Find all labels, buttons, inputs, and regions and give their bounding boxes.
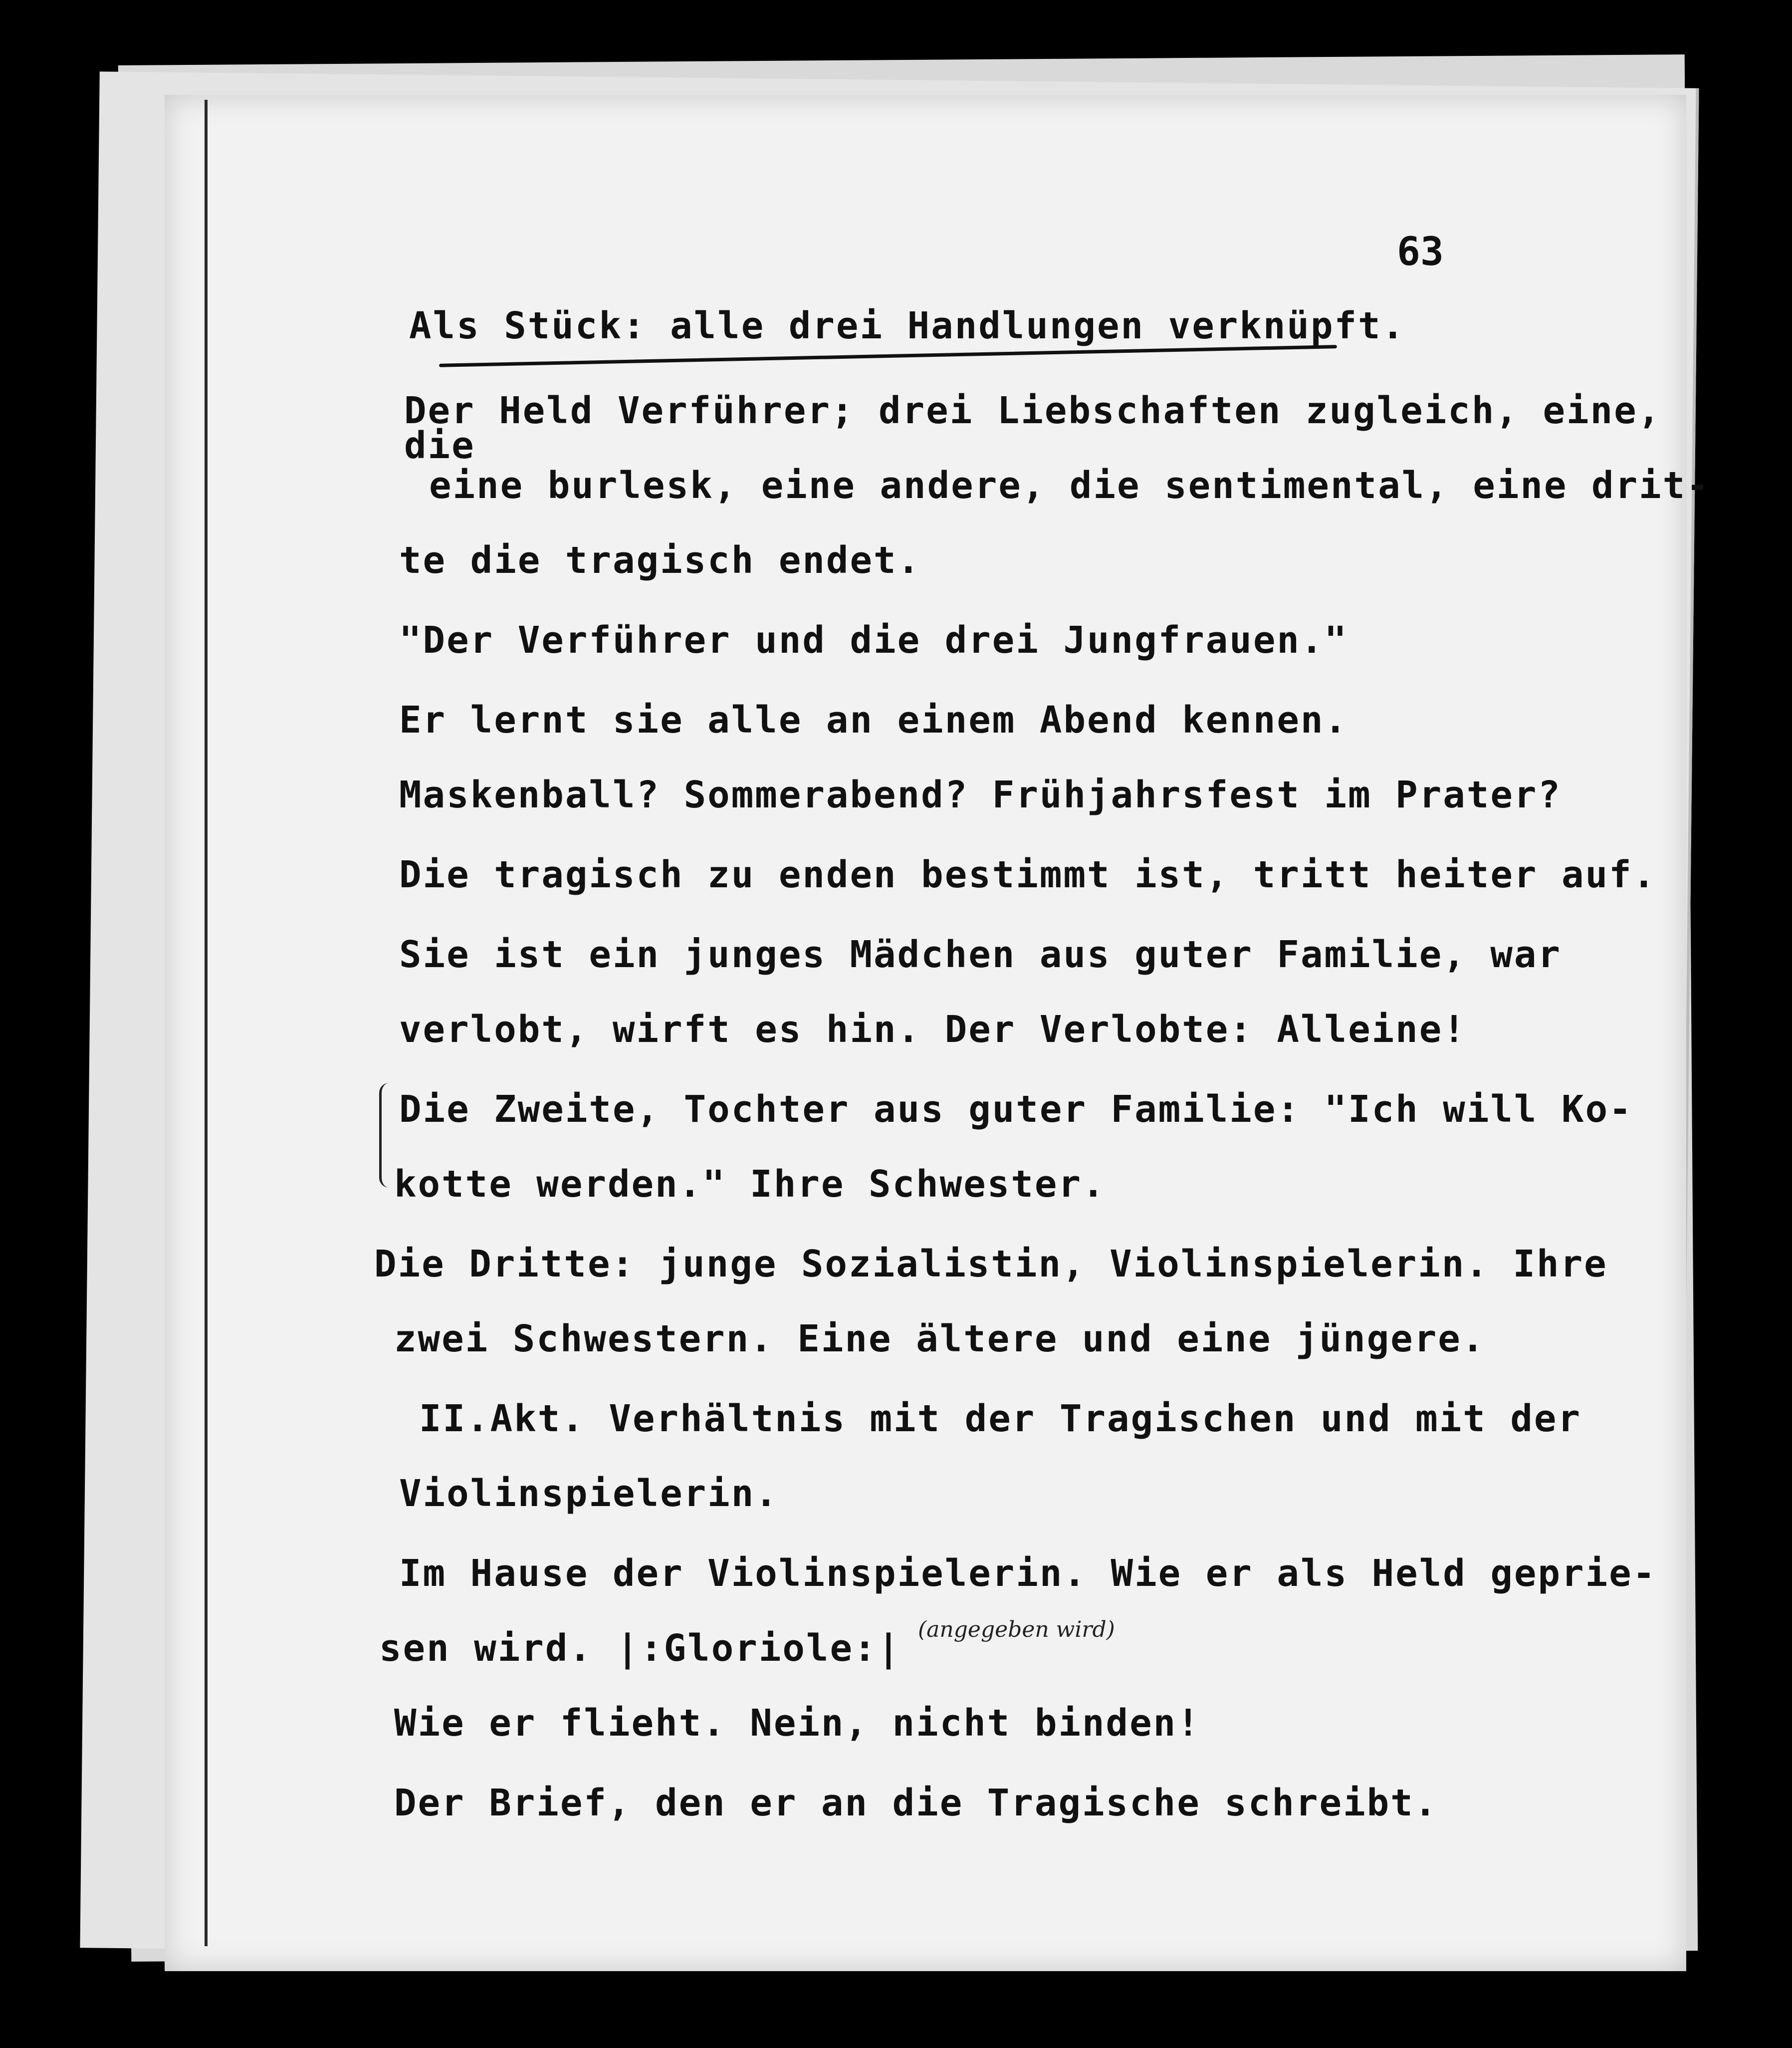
- text-line: Violinspielerin.: [399, 1472, 779, 1515]
- text-line: Die Zweite, Tochter aus guter Familie: "Ich will Ko-: [399, 1088, 1633, 1131]
- text-line: Als Stück: alle drei Handlungen verknüpft.: [409, 304, 1406, 347]
- text-line: zwei Schwestern. Eine ältere und eine jüngere.: [394, 1317, 1486, 1360]
- text-line: II.Akt. Verhältnis mit der Tragischen und mit der: [419, 1397, 1582, 1440]
- page-edge-line: [205, 100, 208, 1946]
- text-line: Die tragisch zu enden bestimmt ist, tritt heiter auf.: [399, 853, 1657, 896]
- handwritten-note: (angegeben wird): [918, 1617, 1115, 1642]
- text-line: Im Hause der Violinspielerin. Wie er als Held geprie-: [399, 1552, 1657, 1595]
- margin-bracket: [379, 1083, 392, 1188]
- text-line: Er lernt sie alle an einem Abend kennen.: [399, 699, 1348, 742]
- text-line: Sie ist ein junges Mädchen aus guter Familie, war: [399, 933, 1562, 976]
- text-line: Der Held Verführer; drei Liebschaften zugleich, eine,: [404, 389, 1662, 432]
- text-line: Der Brief, den er an die Tragische schreibt.: [394, 1782, 1438, 1824]
- text-line: Maskenball? Sommerabend? Frühjahrsfest im Prater?: [399, 773, 1562, 816]
- text-line: Die Dritte: junge Sozialistin, Violinspielerin. Ihre: [374, 1243, 1608, 1285]
- text-line: te die tragisch endet.: [399, 539, 921, 582]
- page-number: 63: [1397, 230, 1444, 274]
- text-line: die: [404, 424, 475, 467]
- text-line: kotte werden." Ihre Schwester.: [394, 1163, 1106, 1206]
- text-line: verlobt, wirft es hin. Der Verlobte: Alleine!: [399, 1008, 1467, 1051]
- text-line: Wie er flieht. Nein, nicht binden!: [394, 1702, 1201, 1745]
- text-line: "Der Verführer und die drei Jungfrauen.": [399, 619, 1348, 662]
- text-line: sen wird. |:Gloriole:|: [379, 1627, 901, 1670]
- text-line: eine burlesk, eine andere, die sentimental, eine drit-: [429, 464, 1710, 507]
